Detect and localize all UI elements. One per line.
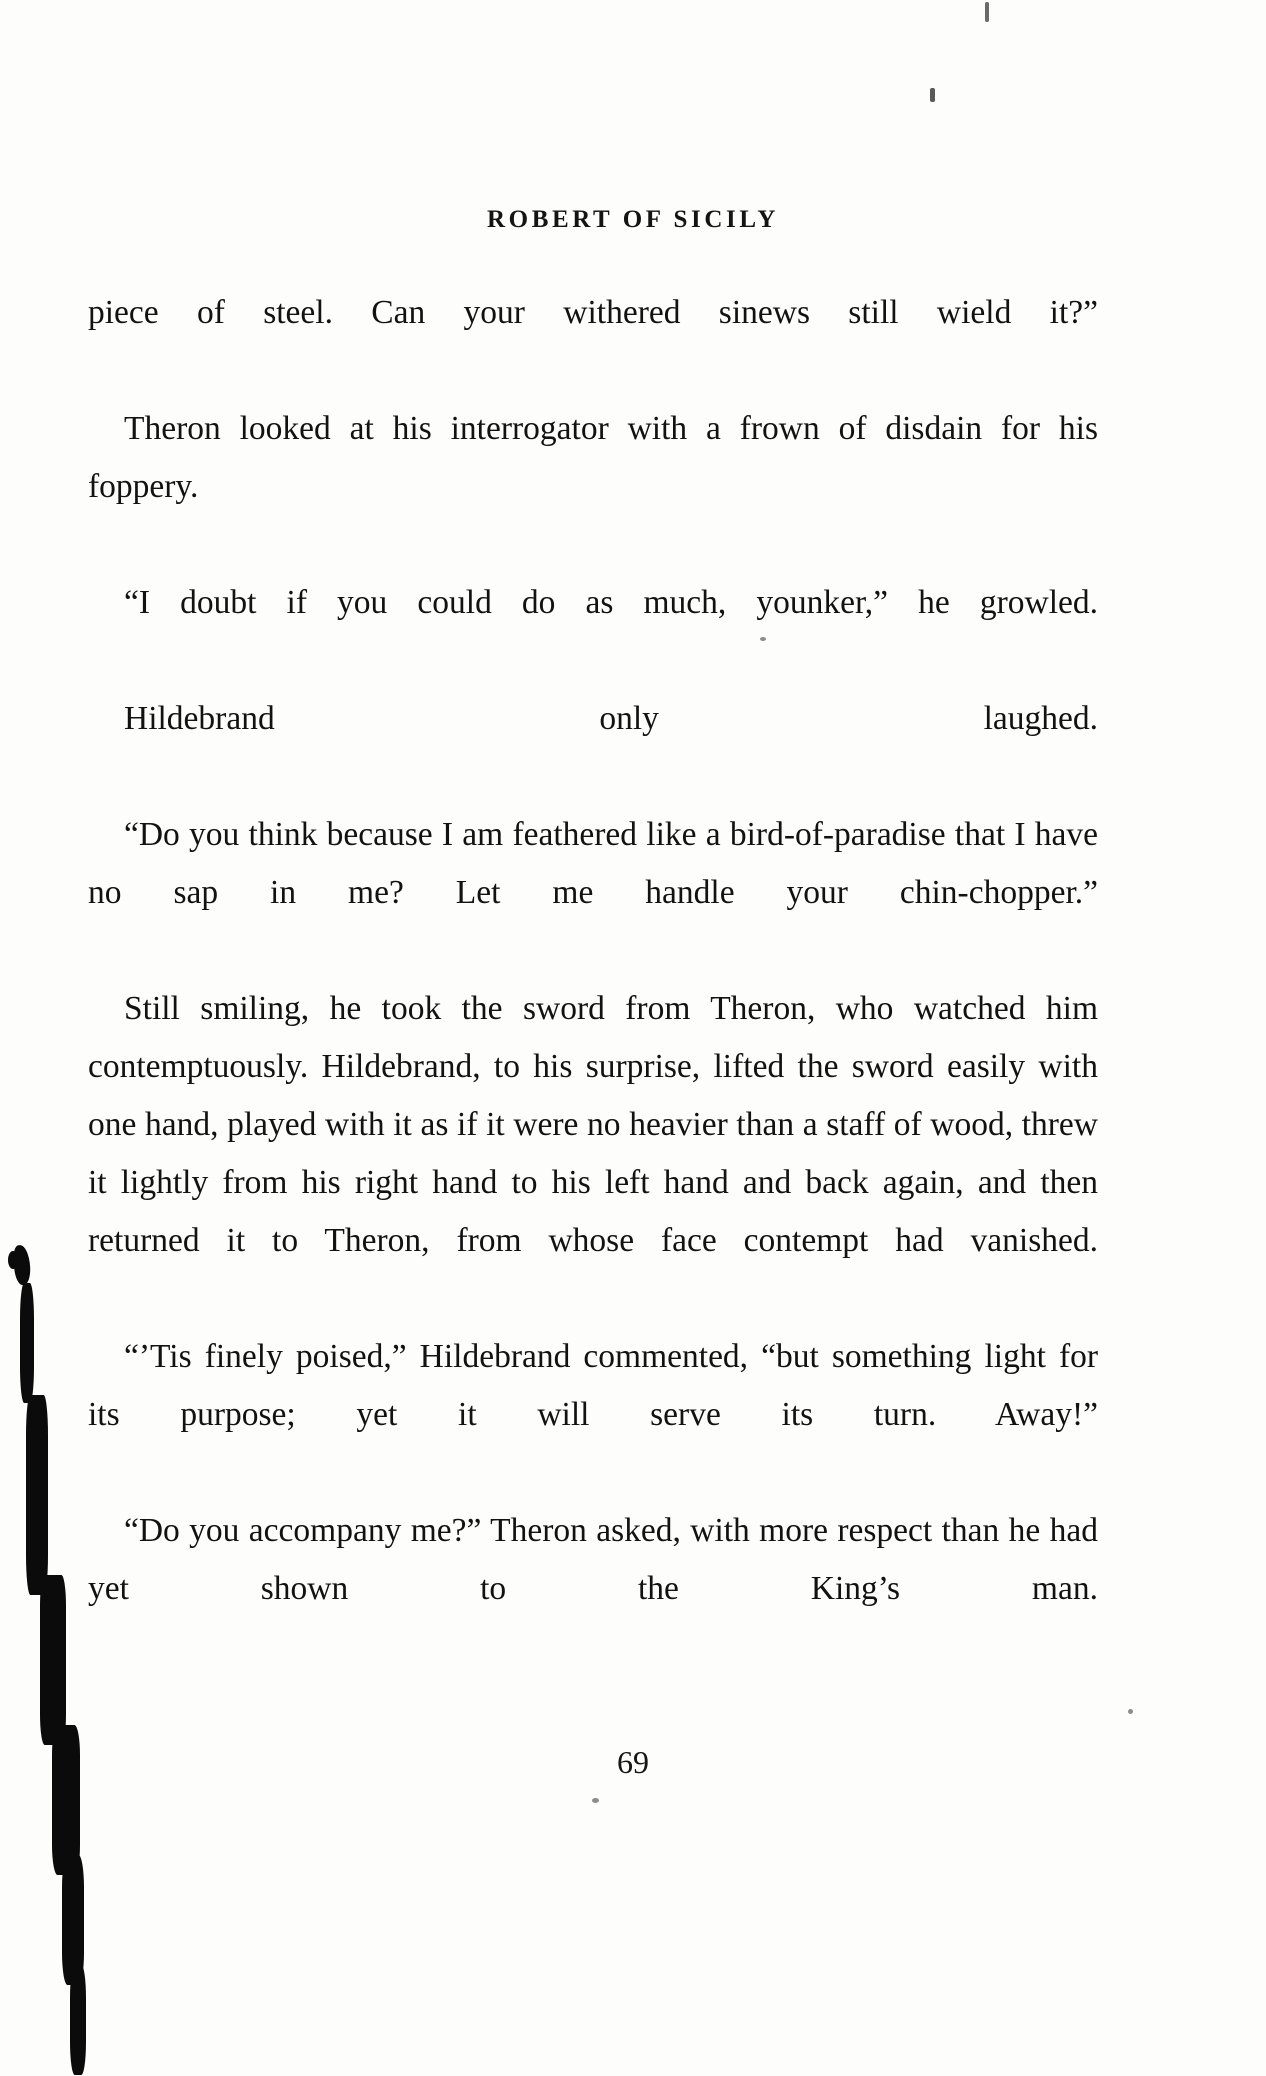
paragraph: Still smiling, he took the sword from Theron, who watched him contemptuously. Hildebrand, to his surprise, lifted the sword easily with one hand, played with it as if it were no heavier than a staff of wood, threw it lightly from his right hand to his left hand and back again, and then returned it to Theron, from whose face contempt had vanished. bbox=[88, 990, 1098, 1259]
running-head: ROBERT OF SICILY bbox=[487, 206, 779, 233]
paragraph: “Do you think because I am feathered like a bird-of-paradise that I have no sap in me? Let me handle your chin-chopper.” bbox=[88, 816, 1098, 911]
body-text bbox=[88, 284, 1098, 1676]
paragraph: “’Tis finely poised,” Hildebrand commented, “but something light for its purpose; yet it will serve its turn. Away!” bbox=[88, 1338, 1098, 1433]
paragraph: “Do you accompany me?” Theron asked, with more respect than he had yet shown to the King’s man. bbox=[88, 1512, 1098, 1607]
paragraph: Hildebrand only laughed. bbox=[124, 700, 1098, 737]
paragraph: Theron looked at his interrogator with a frown of disdain for his foppery. bbox=[88, 410, 1098, 505]
scan-artifact bbox=[592, 1798, 599, 1803]
scan-artifact bbox=[930, 88, 935, 102]
paragraph: piece of steel. Can your withered sinews still wield it?” bbox=[88, 294, 1098, 331]
page-number: 69 bbox=[617, 1744, 649, 1780]
scan-artifact bbox=[985, 2, 989, 22]
scan-artifact bbox=[1128, 1709, 1133, 1714]
paragraph: “I doubt if you could do as much, younker,” he growled. bbox=[124, 584, 1098, 621]
